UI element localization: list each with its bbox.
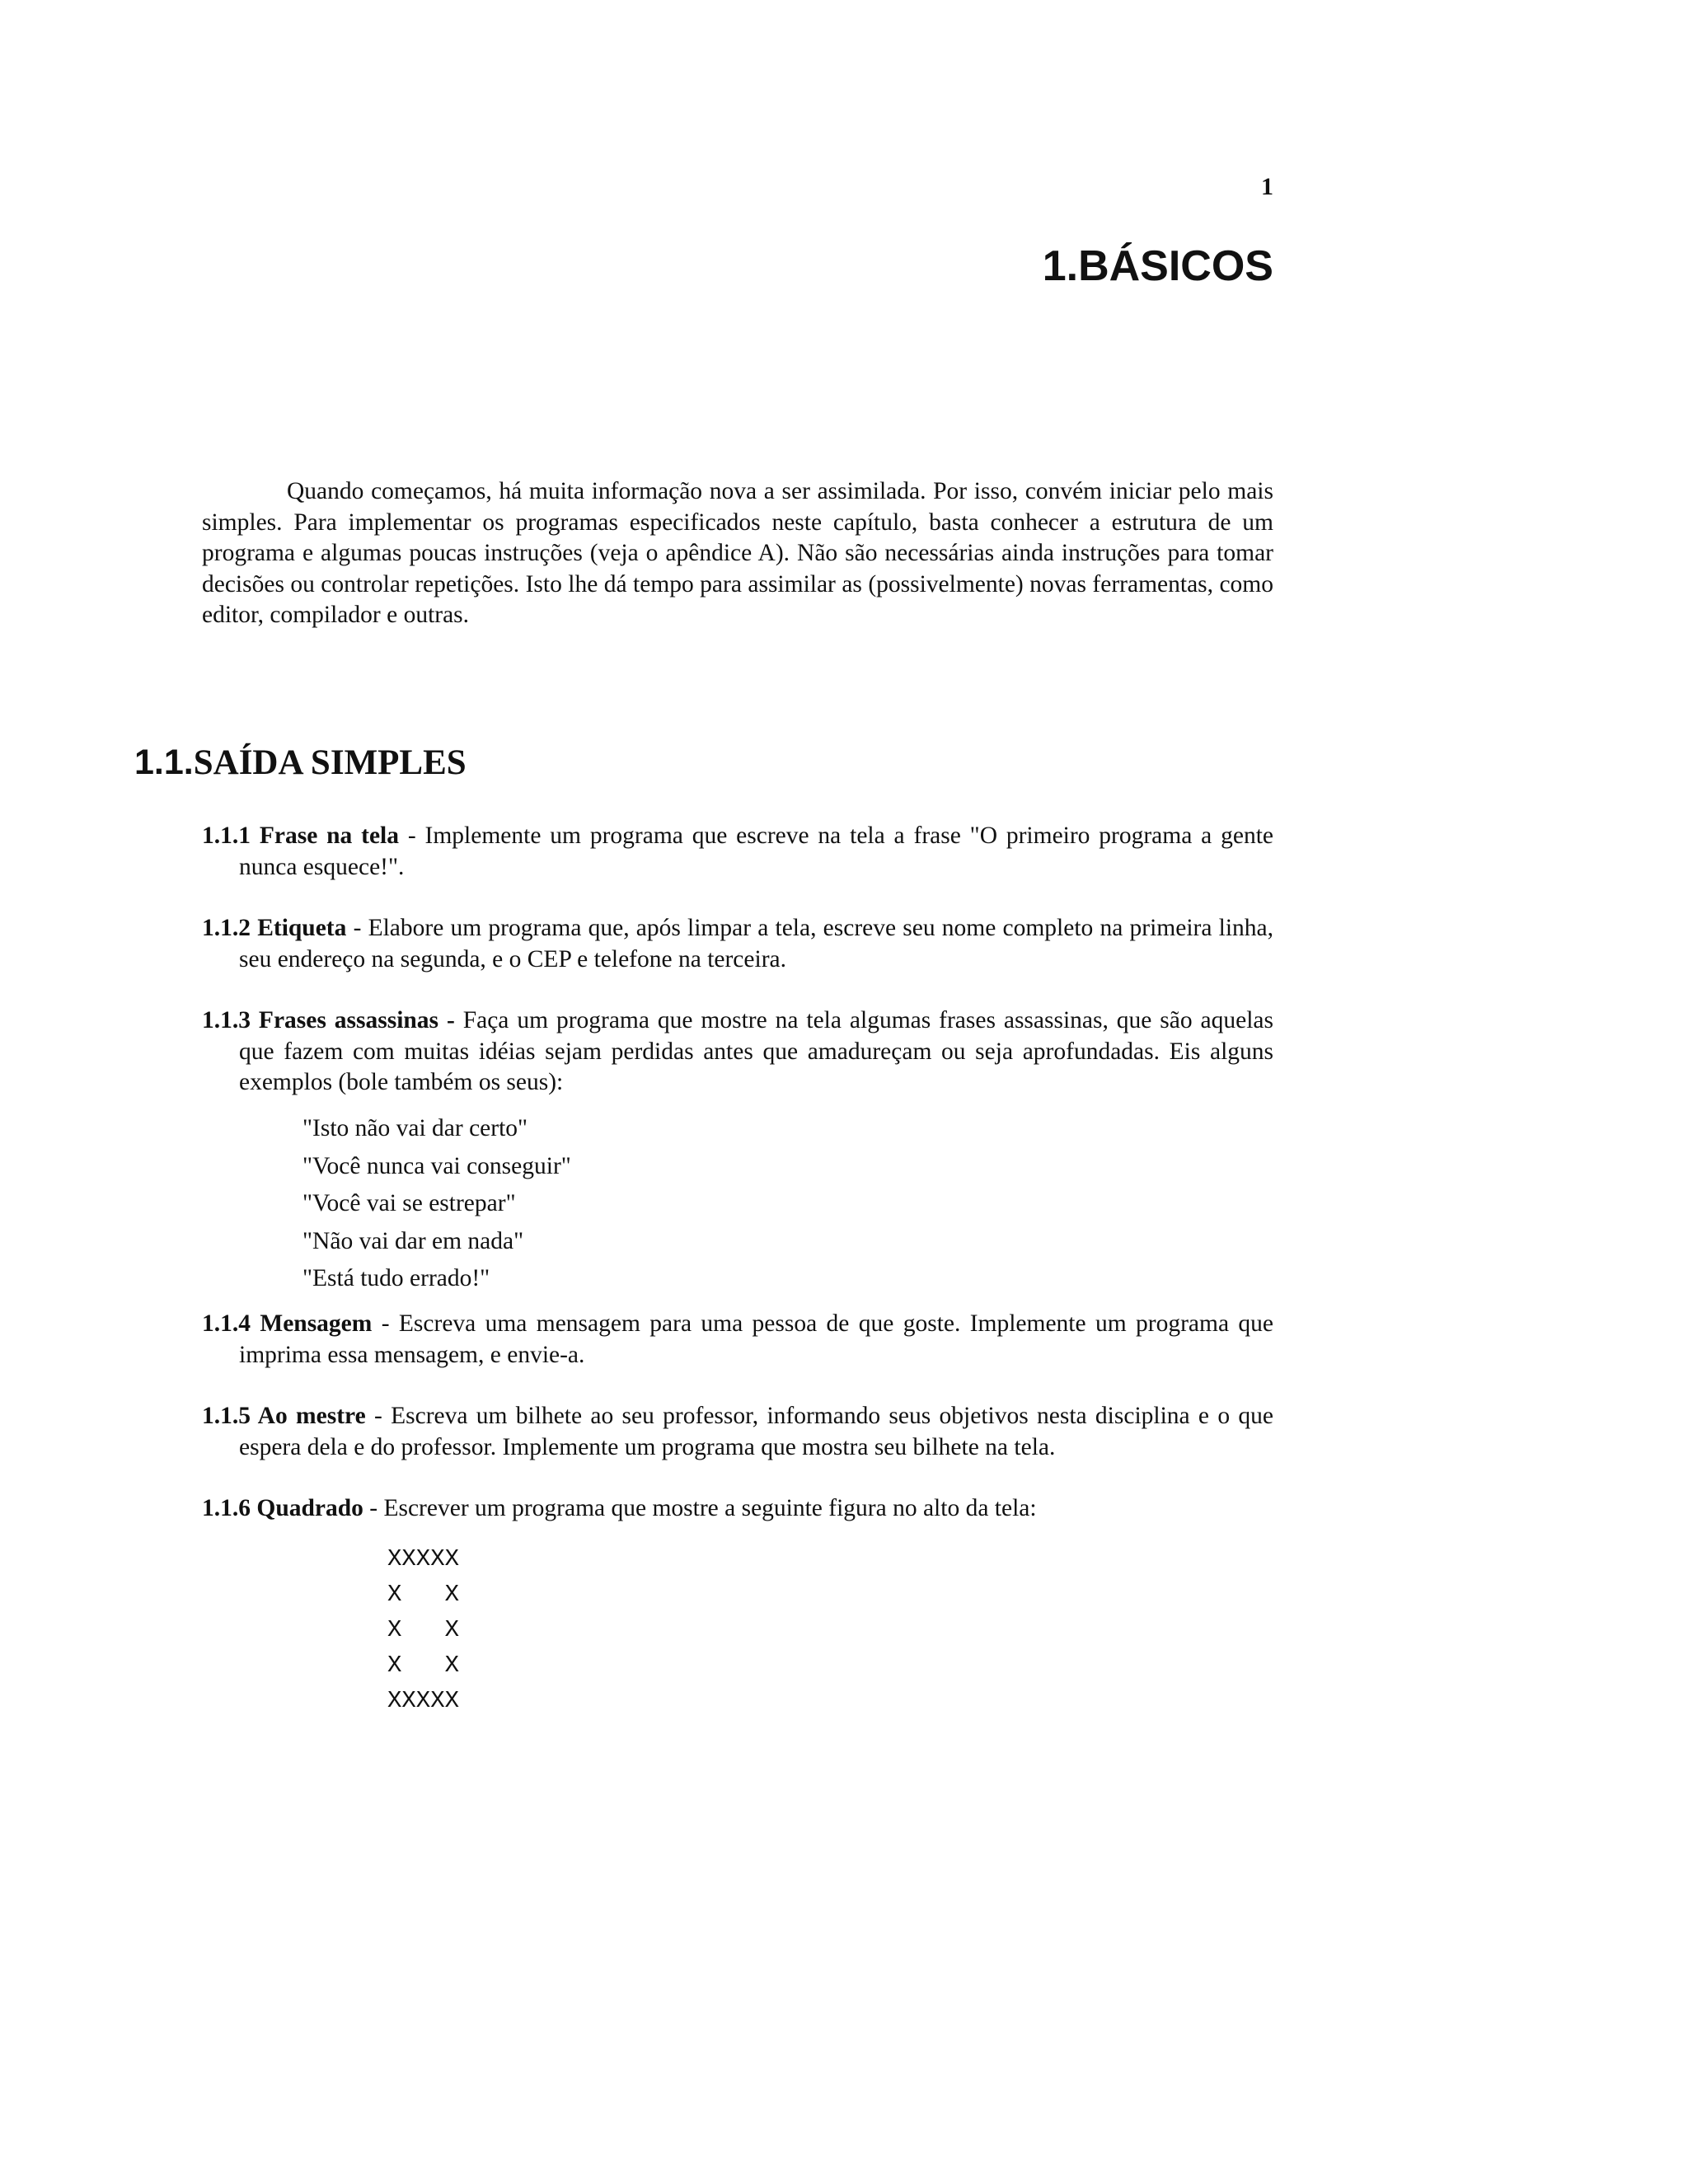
square-line: X X xyxy=(387,1616,460,1643)
quote-item: "Não vai dar em nada" xyxy=(302,1227,524,1254)
section-number: 1.1. xyxy=(134,743,194,782)
section-title xyxy=(134,742,467,785)
exercise-text: - Implemente um programa que escreve na tela a frase "O primeiro programa a gente nunca esquece!". xyxy=(239,823,1273,880)
chapter-title: 1.BÁSICOS xyxy=(1042,242,1273,290)
exercise-text: Faça um programa que mostre na tela algumas frases assassinas, que são aquelas que fazem com muitas idéias sejam perdidas antes que amadureçam ou seja aprofundadas. Eis alguns exemplos (bole também os seus): xyxy=(239,1007,1274,1095)
exercise-1-1-1 xyxy=(202,821,1273,883)
quote-item: "Você nunca vai conseguir" xyxy=(302,1152,571,1179)
section-title-text: SAÍDA SIMPLES xyxy=(193,743,467,782)
exercise-heading: 1.1.6 Quadrado xyxy=(202,1495,363,1521)
exercise-1-1-2 xyxy=(202,913,1273,975)
square-line: X X xyxy=(387,1581,460,1608)
square-line: XXXXX xyxy=(387,1687,460,1714)
exercise-heading: 1.1.5 Ao mestre xyxy=(202,1403,366,1429)
quotes-list xyxy=(302,1110,571,1298)
square-line: XXXXX xyxy=(387,1545,460,1572)
intro-paragraph: Quando começamos, há muita informação nova a ser assimilada. Por isso, convém iniciar pelo mais simples. Para implementar os programas especificados neste capítulo, basta conhecer a estrutura de um programa e algumas poucas instruções (veja o apêndice A). Não são necessárias ainda instruções para tomar decisões ou controlar repetições. Isto lhe dá tempo para assimilar as (possivelmente) novas ferramentas, como editor, compilador e outras. xyxy=(202,478,1273,628)
quote-item: "Você vai se estrepar" xyxy=(302,1190,516,1216)
quote-item: "Isto não vai dar certo" xyxy=(302,1115,528,1141)
exercise-text: - Escreva uma mensagem para uma pessoa de que goste. Implemente um programa que imprima essa mensagem, e envie-a. xyxy=(239,1310,1273,1368)
exercise-1-1-4 xyxy=(202,1309,1273,1371)
exercise-heading: 1.1.1 Frase na tela xyxy=(202,823,400,849)
exercise-heading: 1.1.2 Etiqueta xyxy=(202,915,347,941)
quote-item: "Está tudo errado!" xyxy=(302,1265,490,1291)
square-line: X X xyxy=(387,1652,460,1679)
exercise-1-1-6 xyxy=(202,1493,1273,1525)
exercise-1-1-3 xyxy=(202,1005,1273,1099)
exercise-text: - Elabore um programa que, após limpar a tela, escreve seu nome completo na primeira linha, seu endereço na segunda, e o CEP e telefone na terceira. xyxy=(239,915,1273,972)
square-figure xyxy=(387,1541,459,1718)
exercise-heading: 1.1.4 Mensagem xyxy=(202,1310,373,1337)
exercise-text: - Escreva um bilhete ao seu professor, informando seus objetivos nesta disciplina e o que espera dela e do professor. Implemente um programa que mostra seu bilhete na tela. xyxy=(239,1403,1273,1460)
page-number: 1 xyxy=(1261,173,1273,200)
exercise-heading: 1.1.3 Frases assassinas - xyxy=(202,1007,455,1033)
exercise-1-1-5 xyxy=(202,1401,1273,1463)
exercise-text: - Escrever um programa que mostre a seguinte figura no alto da tela: xyxy=(363,1495,1037,1521)
